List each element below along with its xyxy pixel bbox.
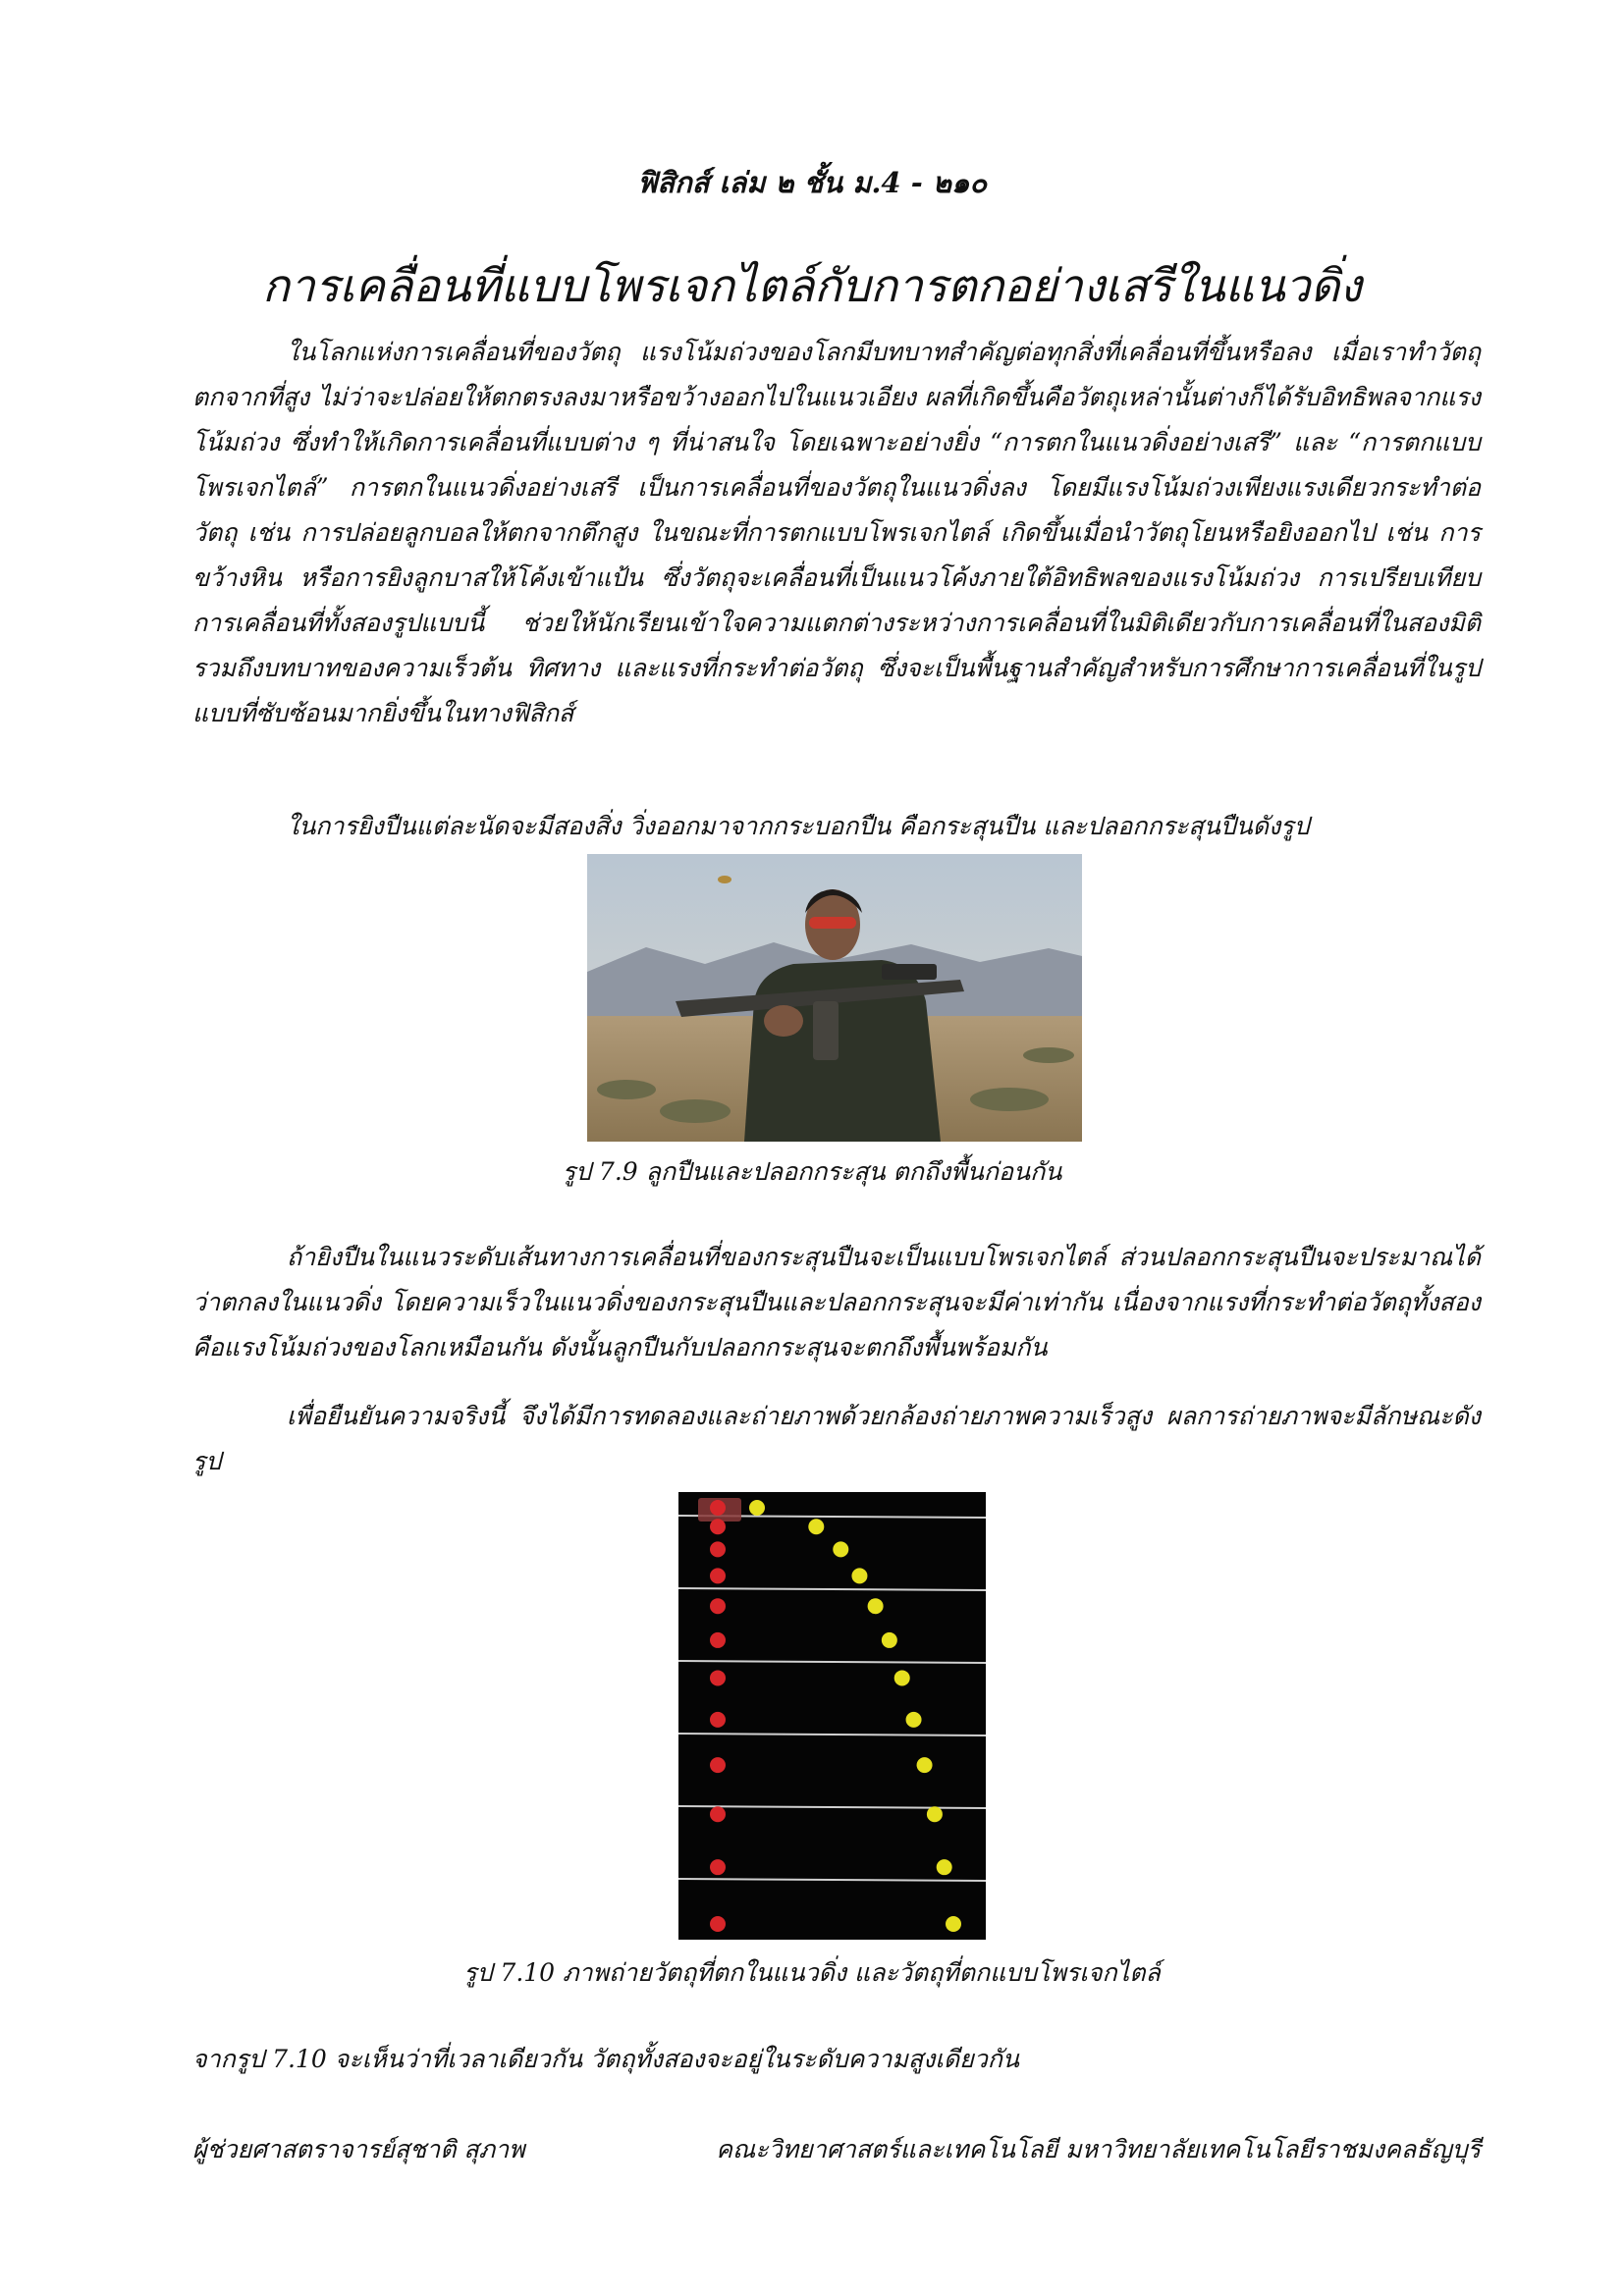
conclusion-paragraph: จากรูป 7.10 จะเห็นว่าที่เวลาเดียวกัน วัตถุทั้งสองจะอยู่ในระดับความสูงเดียวกัน [192,2045,1020,2073]
page-header: ฟิสิกส์ เล่ม ๒ ชั้น ม.4 - ๒๑๐ [636,166,988,199]
page-title: การเคลื่อนที่แบบโพรเจกไตล์กับการตกอย่างเสรีในแนวดิ่ง [262,259,1362,312]
intro-paragraph: ในโลกแห่งการเคลื่อนที่ของวัตถุ แรงโน้มถ่วงของโลกมีบทบาทสำคัญต่อทุกสิ่งที่เคลื่อนที่ขึ้นหรือลง เมื่อเราทำวัตถุตกจากที่สูง ไม่ว่าจะปล่อยให้ตกตรงลงมาหรือขว้างออกไปในแนวเอียง ผลที่เกิดขึ้นคือวัตถุเหล่านั้นต่างก็ได้รับอิทธิพลจากแรงโน้มถ่วง ซึ่งทำให้เกิดการเคลื่อนที่แบบต่าง ๆ ที่น่าสนใจ โดยเฉพาะอย่างยิ่ง “การตกในแนวดิ่งอย่างเสรี” และ “การตกแบบโพรเจกไตล์” การตกในแนวดิ่งอย่างเสรี เป็นการเคลื่อนที่ของวัตถุในแนวดิ่งลง โดยมีแรงโน้มถ่วงเพียงแรงเดียวกระทำต่อวัตถุ เช่น การปล่อยลูกบอลให้ตกจากตึกสูง ในขณะที่การตกแบบโพรเจกไตล์ เกิดขึ้นเมื่อนำวัตถุโยนหรือยิงออกไป เช่น การขว้างหิน หรือการยิงลูกบาสให้โค้งเข้าแป้น ซึ่งวัตถุจะเคลื่อนที่เป็นแนวโค้งภายใต้อิทธิพลของแรงโน้มถ่วง การเปรียบเทียบการเคลื่อนที่ทั้งสองรูปแบบนี้ ช่วยให้นักเรียนเข้าใจความแตกต่างระหว่างการเคลื่อนที่ในมิติเดียวกับการเคลื่อนที่ในสองมิติ รวมถึงบทบาทของความเร็วต้น ทิศทาง และแรงที่กระทำต่อวัตถุ ซึ่งจะเป็นพื้นฐานสำคัญสำหรับการศึกษาการเคลื่อนที่ในรูปแบบที่ซับซ้อนมากยิ่งขึ้นในทางฟิสิกส์ [192,338,1481,727]
gunshot-paragraph: ในการยิงปืนแต่ละนัดจะมีสองสิ่ง วิ่งออกมาจากกระบอกปืน คือกระสุนปืน และปลอกกระสุนปืนดังรูป [287,812,1310,840]
yellow-ball [937,1859,952,1875]
yellow-ball [868,1598,884,1614]
yellow-ball [927,1806,943,1822]
yellow-ball [851,1568,867,1583]
red-ball [710,1598,726,1614]
figure-7-9-caption: รูป 7.9 ลูกปืนและปลอกกระสุน ตกถึงพื้นก่อนกัน [562,1157,1062,1186]
footer-author: ผู้ช่วยศาสตราจารย์สุชาติ สุภาพ [192,2135,525,2163]
shooter-photo [587,854,1082,1142]
yellow-ball [882,1632,897,1648]
experiment-paragraph: เพื่อยืนยันความจริงนี้ จึงได้มีการทดลองและถ่ายภาพด้วยกล้องถ่ายภาพความเร็วสูง ผลการถ่ายภาพจะมีลักษณะดังรูป [192,1402,1481,1475]
yellow-ball [749,1500,765,1516]
red-ball [710,1541,726,1557]
footer-affiliation: คณะวิทยาศาสตร์และเทคโนโลยี มหาวิทยาลัยเทคโนโลยีราชมงคลธัญบุรี [716,2135,1481,2163]
red-ball [710,1519,726,1534]
red-ball [710,1568,726,1583]
strobe-photo-illustration [678,1492,986,1940]
red-ball [710,1670,726,1685]
red-ball [710,1712,726,1728]
yellow-ball [833,1541,848,1557]
red-ball [710,1806,726,1822]
yellow-ball [917,1757,933,1773]
horizontal-shot-paragraph: ถ้ายิงปืนในแนวระดับเส้นทางการเคลื่อนที่ของกระสุนปืนจะเป็นแบบโพรเจกไตล์ ส่วนปลอกกระสุนปืนจะประมาณได้ว่าตกลงในแนวดิ่ง โดยความเร็วในแนวดิ่งของกระสุนปืนและปลอกกระสุนจะมีค่าเท่ากัน เนื่องจากแรงที่กระทำต่อวัตถุทั้งสอง คือแรงโน้มถ่วงของโลกเหมือนกัน ดังนั้นลูกปืนกับปลอกกระสุนจะตกถึงพื้นพร้อมกัน [192,1243,1481,1362]
red-ball [710,1500,726,1516]
yellow-ball [946,1916,961,1932]
strobe-photo [678,1492,986,1940]
red-ball [710,1757,726,1773]
red-ball [710,1632,726,1648]
yellow-ball [894,1670,910,1685]
yellow-ball [906,1712,922,1728]
figure-7-10-caption: รูป 7.10 ภาพถ่ายวัตถุที่ตกในแนวดิ่ง และวัตถุที่ตกแบบโพรเจกไตล์ [463,1958,1161,1987]
red-ball [710,1916,726,1932]
yellow-ball [808,1519,824,1534]
red-ball [710,1859,726,1875]
shooter-photo-illustration [587,854,1082,1142]
